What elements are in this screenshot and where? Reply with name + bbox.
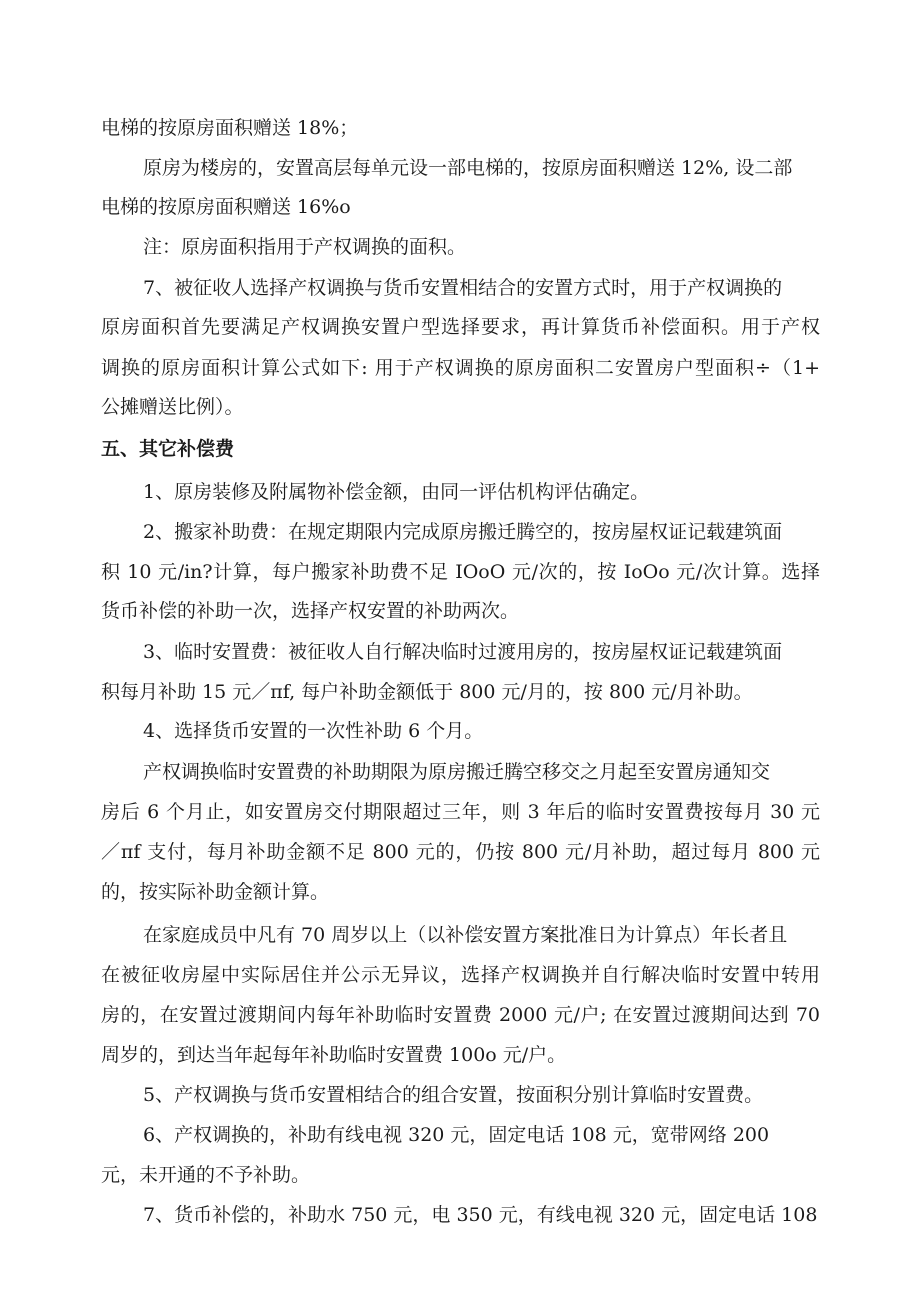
text-line: 6、产权调换的，补助有线电视 320 元，固定电话 108 元，宽带网络 200 [143, 1124, 770, 1146]
text-line: 元，未开通的不予补助。 [101, 1164, 311, 1186]
text-line: 4、选择货币安置的一次性补助 6 个月。 [143, 720, 484, 742]
text-line: 7、被征收人选择产权调换与货币安置相结合的安置方式时，用于产权调换的 [143, 277, 783, 299]
text-line: 电梯的按原房面积赠送 18%； [101, 117, 359, 139]
text-line: 周岁的，到达当年起每年补助临时安置费 100o 元/户。 [101, 1044, 567, 1066]
text-line: 原房面积首先要满足产权调换安置户型选择要求，再计算货币补偿面积。用于产权 [101, 316, 820, 338]
text-line: 电梯的按原房面积赠送 16%o [101, 196, 351, 218]
text-line: 产权调换临时安置费的补助期限为原房搬迁腾空移交之月起至安置房通知交 [143, 761, 771, 783]
text-line: 公摊赠送比例）。 [101, 396, 244, 418]
text-line: 注：原房面积指用于产权调换的面积。 [143, 236, 467, 258]
section-heading: 五、其它补偿费 [101, 438, 235, 460]
text-line: 1、原房装修及附属物补偿金额，由同一评估机构评估确定。 [143, 481, 650, 503]
text-line: 的，按实际补助金额计算。 [101, 881, 330, 903]
text-line: 7、货币补偿的，补助水 750 元，电 350 元，有线电视 320 元，固定电话 108 [143, 1204, 818, 1226]
text-line: 原房为楼房的，安置高层每单元设一部电梯的，按原房面积赠送 12%, 设二部 [143, 157, 793, 179]
text-line: 调换的原房面积计算公式如下: 用于产权调换的原房面积二安置房户型面积÷（1+ [101, 357, 820, 379]
text-line: 积每月补助 15 元／πf, 每户补助金额低于 800 元/月的，按 800 元/月补助。 [101, 681, 753, 703]
text-line: 2、搬家补助费：在规定期限内完成原房搬迁腾空的，按房屋权证记载建筑面 [143, 521, 783, 543]
text-line: 3、临时安置费：被征收人自行解决临时过渡用房的，按房屋权证记载建筑面 [143, 641, 783, 663]
text-line: 5、产权调换与货币安置相结合的组合安置，按面积分别计算临时安置费。 [143, 1084, 764, 1106]
text-line: 积 10 元/in?计算，每户搬家补助费不足 IOoO 元/次的，按 IoOo 元/次计算。选择 [101, 561, 820, 583]
text-line: 在家庭成员中凡有 70 周岁以上（以补偿安置方案批准日为计算点）年长者且 [143, 924, 788, 946]
text-line: 房后 6 个月止，如安置房交付期限超过三年，则 3 年后的临时安置费按每月 30 元 [101, 801, 820, 823]
text-line: 在被征收房屋中实际居住并公示无异议，选择产权调换并自行解决临时安置中转用 [101, 964, 820, 986]
text-line: 货币补偿的补助一次，选择产权安置的补助两次。 [101, 600, 520, 622]
text-line: 房的，在安置过渡期间内每年补助临时安置费 2000 元/户; 在安置过渡期间达到 70 [101, 1004, 820, 1026]
text-line: ／πf 支付，每月补助金额不足 800 元的，仍按 800 元/月补助，超过每月 800 元 [101, 841, 820, 863]
